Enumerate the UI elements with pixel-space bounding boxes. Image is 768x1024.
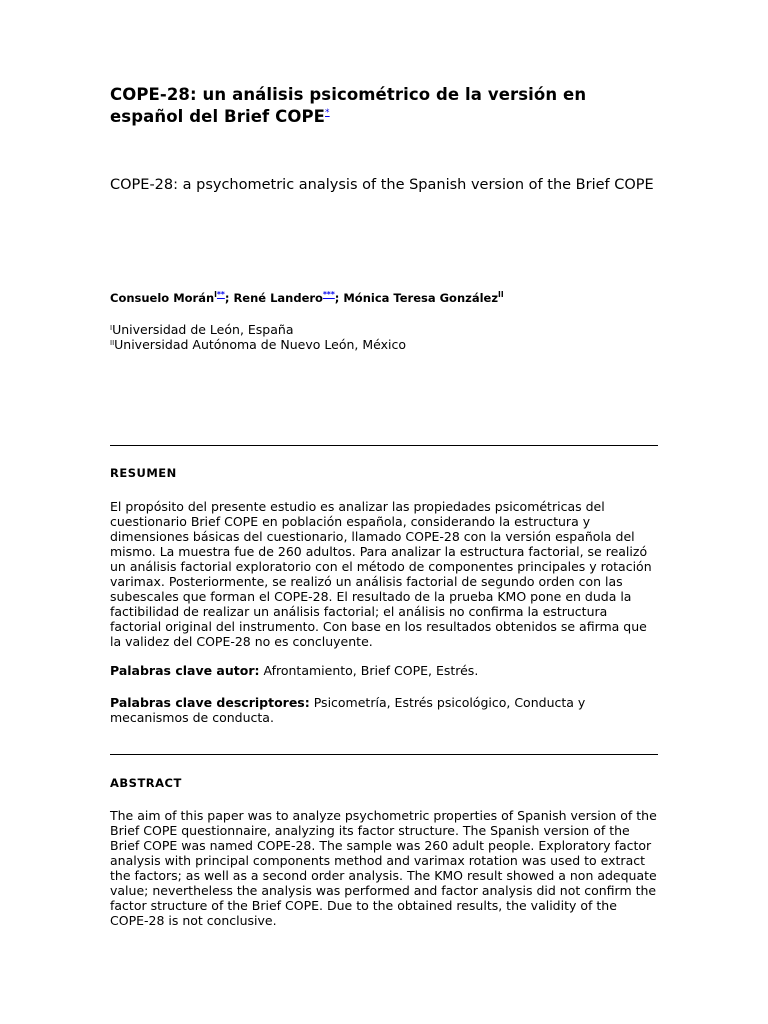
keywords-author-text: Afrontamiento, Brief COPE, Estrés.: [263, 663, 479, 678]
keywords-descriptors: [110, 695, 658, 725]
keywords-author-label: Palabras clave autor:: [110, 663, 260, 678]
title-spanish-text: COPE-28: un análisis psicométrico de la versión en español del Brief COPE: [110, 85, 587, 126]
author-name: René Landero: [233, 291, 323, 305]
resumen-heading: RESUMEN: [110, 466, 177, 480]
affiliation-item: [110, 337, 406, 352]
title-english: COPE-28: a psychometric analysis of the Spanish version of the Brief COPE: [110, 177, 654, 193]
author-footnote-link[interactable]: ***: [322, 290, 335, 299]
affiliation-text: Universidad de León, España: [112, 322, 294, 337]
affiliation-list: [110, 322, 406, 352]
author-list: [110, 290, 504, 306]
keywords-desc-text: Psicometría, Estrés psicológico, Conducta y mecanismos de conducta.: [110, 695, 586, 725]
affiliation-item: [110, 322, 406, 337]
affiliation-mark: II: [110, 339, 115, 347]
author-affil-mark: II: [498, 290, 504, 299]
article-content: [110, 84, 658, 928]
keywords-author: [110, 663, 658, 678]
author-separator: ;: [334, 291, 344, 305]
author-affil-mark: I: [214, 290, 217, 299]
author-name: Consuelo Morán: [110, 291, 215, 305]
keywords-desc-label: Palabras clave descriptores:: [110, 695, 310, 710]
abstract-heading: ABSTRACT: [110, 776, 182, 790]
section-divider: [110, 754, 658, 755]
abstract-body: The aim of this paper was to analyze psychometric properties of Spanish version of the Brief COPE questionnaire, analyzing its factor structure. The Spanish version of the Brief COPE was named COPE-28. The sample was 260 adult people. Exploratory factor analysis with principal components method and varimax rotation was used to extract the factors; as well as a second order analysis. The KMO result showed a non adequate value; nevertheless the analysis was performed and factor analysis did not confirm the factor structure of the Brief COPE. Due to the obtained results, the validity of the COPE-28 is not conclusive.: [110, 808, 657, 928]
section-divider: [110, 445, 658, 446]
title-spanish: [110, 84, 658, 128]
affiliation-mark: I: [110, 324, 113, 332]
author-separator: ;: [224, 291, 234, 305]
title-footnote-link[interactable]: *: [325, 108, 330, 118]
author-name: Mónica Teresa González: [343, 291, 499, 305]
resumen-body: El propósito del presente estudio es analizar las propiedades psicométricas del cuestionario Brief COPE en población española, considerando la estructura y dimensiones básicas del cuestionario, llamado COPE-28 con la versión española del mismo. La muestra fue de 260 adultos. Para analizar la estructura factorial, se realizó un análisis factorial exploratorio con el método de componentes principales y rotación varimax. Posteriormente, se realizó un análisis factorial de segundo orden con las subescales que forman el COPE-28. El resultado de la prueba KMO pone en duda la factibilidad de realizar un análisis factorial; el análisis no confirma la estructura factorial original del instrumento. Con base en los resultados obtenidos se afirma que la validez del COPE-28 no es concluyente.: [110, 499, 652, 649]
affiliation-text: Universidad Autónoma de Nuevo León, México: [114, 337, 406, 352]
author-footnote-link[interactable]: **: [216, 290, 225, 299]
